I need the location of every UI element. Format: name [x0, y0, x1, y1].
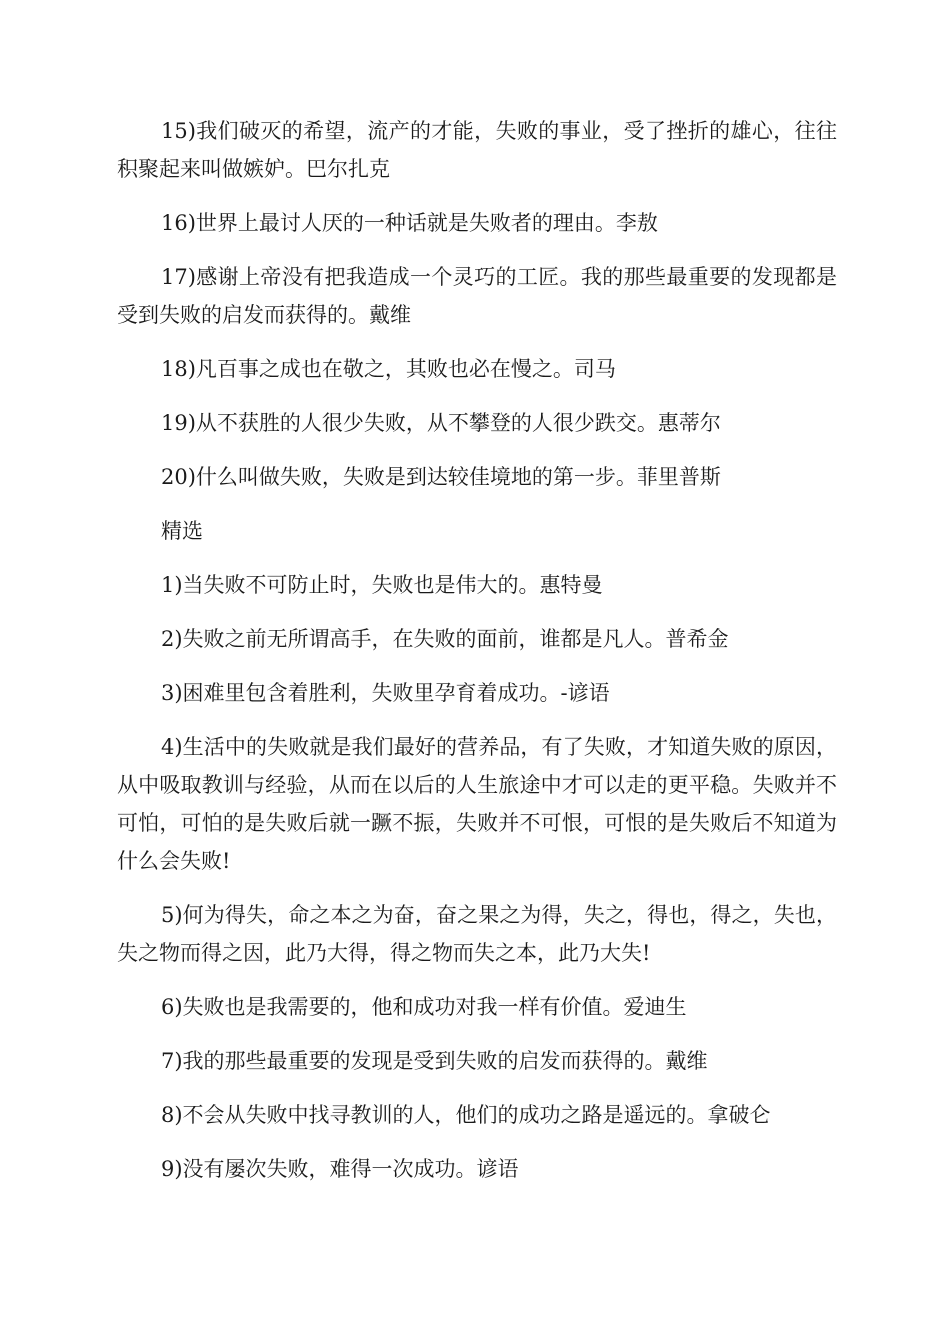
paragraph-quote-18: 18)凡百事之成也在敬之，其败也必在慢之。司马 [161, 357, 616, 381]
paragraph-selected-8: 8)不会从失败中找寻教训的人，他们的成功之路是遥远的。拿破仑 [161, 1103, 771, 1127]
paragraph-quote-19: 19)从不获胜的人很少失败，从不攀登的人很少跌交。惠蒂尔 [161, 411, 721, 435]
paragraph-quote-17: 17)感谢上帝没有把我造成一个灵巧的工匠。我的那些最重要的发现都是受到失败的启发而获得的。戴维 [117, 265, 837, 327]
section-heading-selected: 精选 [161, 519, 203, 543]
paragraph-selected-6: 6)失败也是我需要的，他和成功对我一样有价值。爱迪生 [161, 995, 687, 1019]
paragraph-selected-9: 9)没有屡次失败，难得一次成功。谚语 [161, 1157, 519, 1181]
paragraph-selected-2: 2)失败之前无所谓高手，在失败的面前，谁都是凡人。普希金 [161, 627, 729, 651]
document-body [117, 112, 837, 1204]
paragraph-selected-5: 5)何为得失，命之本之为奋，奋之果之为得，失之，得也，得之，失也，失之物而得之因，此乃大得，得之物而失之本，此乃大失! [117, 903, 837, 965]
paragraph-selected-1: 1)当失败不可防止时，失败也是伟大的。惠特曼 [161, 573, 603, 597]
paragraph-selected-3: 3)困难里包含着胜利，失败里孕育着成功。-谚语 [161, 681, 610, 705]
paragraph-selected-7: 7)我的那些最重要的发现是受到失败的启发而获得的。戴维 [161, 1049, 708, 1073]
paragraph-quote-20: 20)什么叫做失败，失败是到达较佳境地的第一步。菲里普斯 [161, 465, 721, 489]
paragraph-quote-16: 16)世界上最讨人厌的一种话就是失败者的理由。李敖 [161, 211, 658, 235]
paragraph-quote-15: 15)我们破灭的希望，流产的才能，失败的事业，受了挫折的雄心，往往积聚起来叫做嫉妒。巴尔扎克 [117, 119, 837, 181]
paragraph-selected-4: 4)生活中的失败就是我们最好的营养品，有了失败，才知道失败的原因，从中吸取教训与经验，从而在以后的人生旅途中才可以走的更平稳。失败并不可怕，可怕的是失败后就一蹶不振，失败并不可恨，可恨的是失败后不知道为什么会失败! [117, 735, 837, 873]
